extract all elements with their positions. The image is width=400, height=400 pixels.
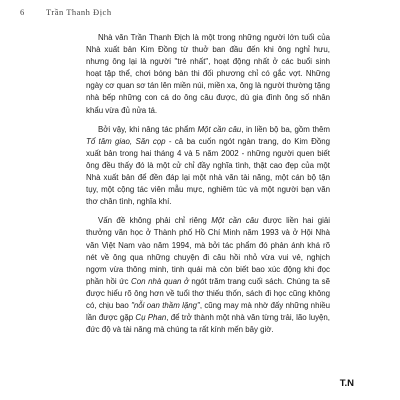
- book-title-italic: Tổ tâm giao, Săn cọp: [86, 136, 166, 146]
- text-segment: Bởi vậy, khi nâng tác phẩm: [98, 124, 198, 134]
- text-segment: Nhà văn Trần Thanh Địch là một trong những người lớn tuổi của Nhà xuất bản Kim Đồng từ thuở ban đầu đến khi ông nghỉ hưu, nhưng ông lại là người "trẻ nhất", hoạt động nhất ở các buổi sinh hoạt tập thể, chơi bóng bàn thi đối phương chỉ có gắc vợt. Những ngày cơ quan sơ tán lên miền núi, miền xa, ông là người thường tặng nhà bếp những con cá do ông câu được, dù gia đình ông số nhân khẩu vừa đủ nửa tá.: [86, 33, 331, 115]
- quote-italic: "nỗi oan thầm lặng": [131, 300, 200, 310]
- section-title-italic: Con nhà quan ở: [131, 276, 189, 286]
- book-title-italic: Một cần câu: [197, 124, 242, 134]
- text-segment: được liền hai giải thưởng văn học ở Thành phố Hồ Chí Minh năm 1993 và ở Hội Nhà văn Việt Nam vào năm 1994, mà bởi tác phẩm đó phản ánh khá rõ nét về ông qua những chuyện đi câu hồi nhỏ vừa vui vẻ, nghịch ngợm vừa thông minh, tinh quái mà còn biết bao xúc động khi đọc phần hồi ức: [86, 216, 330, 286]
- running-title: Trần Thanh Địch: [46, 7, 112, 17]
- text-segment: - cả ba cuốn ngót ngàn trang, do Kim Đồng xuất bản trong hai tháng 4 và 5 năm 2002 - những người quen biết ông đều thấy đó là một cử chỉ đầy nghĩa tình, thật cao đẹp của một Nhà xuất bản để đền đáp lại một nhà văn tài năng, một cán bộ tận tụy, một cộng tác viên mẫu mực, nghiêm túc và một người bạn văn thơ chân tình, nghĩa khí.: [86, 136, 330, 207]
- page-number: 6: [20, 7, 25, 17]
- page-header: [20, 7, 380, 21]
- text-segment: , cũng may mà nhờ đấy những nhiều lần được gặp: [86, 300, 330, 323]
- text-segment: Vấn đề không phải chỉ riêng: [98, 216, 212, 226]
- text-segment: ngót trăm trang cuối sách. Chúng ta sẽ được hiểu rõ ông hơn về tuổi thơ thiếu thốn, sách đi học cũng không có, chịu bao: [86, 276, 330, 310]
- body-text: [86, 32, 330, 336]
- paragraph-2: [86, 124, 330, 209]
- name-italic: Cụ Phan: [135, 313, 167, 323]
- paragraph-1: [86, 32, 330, 117]
- text-segment: , in liền bộ ba, gồm thêm: [241, 124, 330, 134]
- text-segment: , để trở thành một nhà văn từng trải, lão luyện, đức độ và tài năng mà chúng ta rất kính mến bây giờ.: [86, 313, 331, 335]
- book-title-italic: Một cần câu: [211, 216, 259, 226]
- author-signature: T.N: [339, 378, 354, 389]
- paragraph-3: [86, 215, 330, 336]
